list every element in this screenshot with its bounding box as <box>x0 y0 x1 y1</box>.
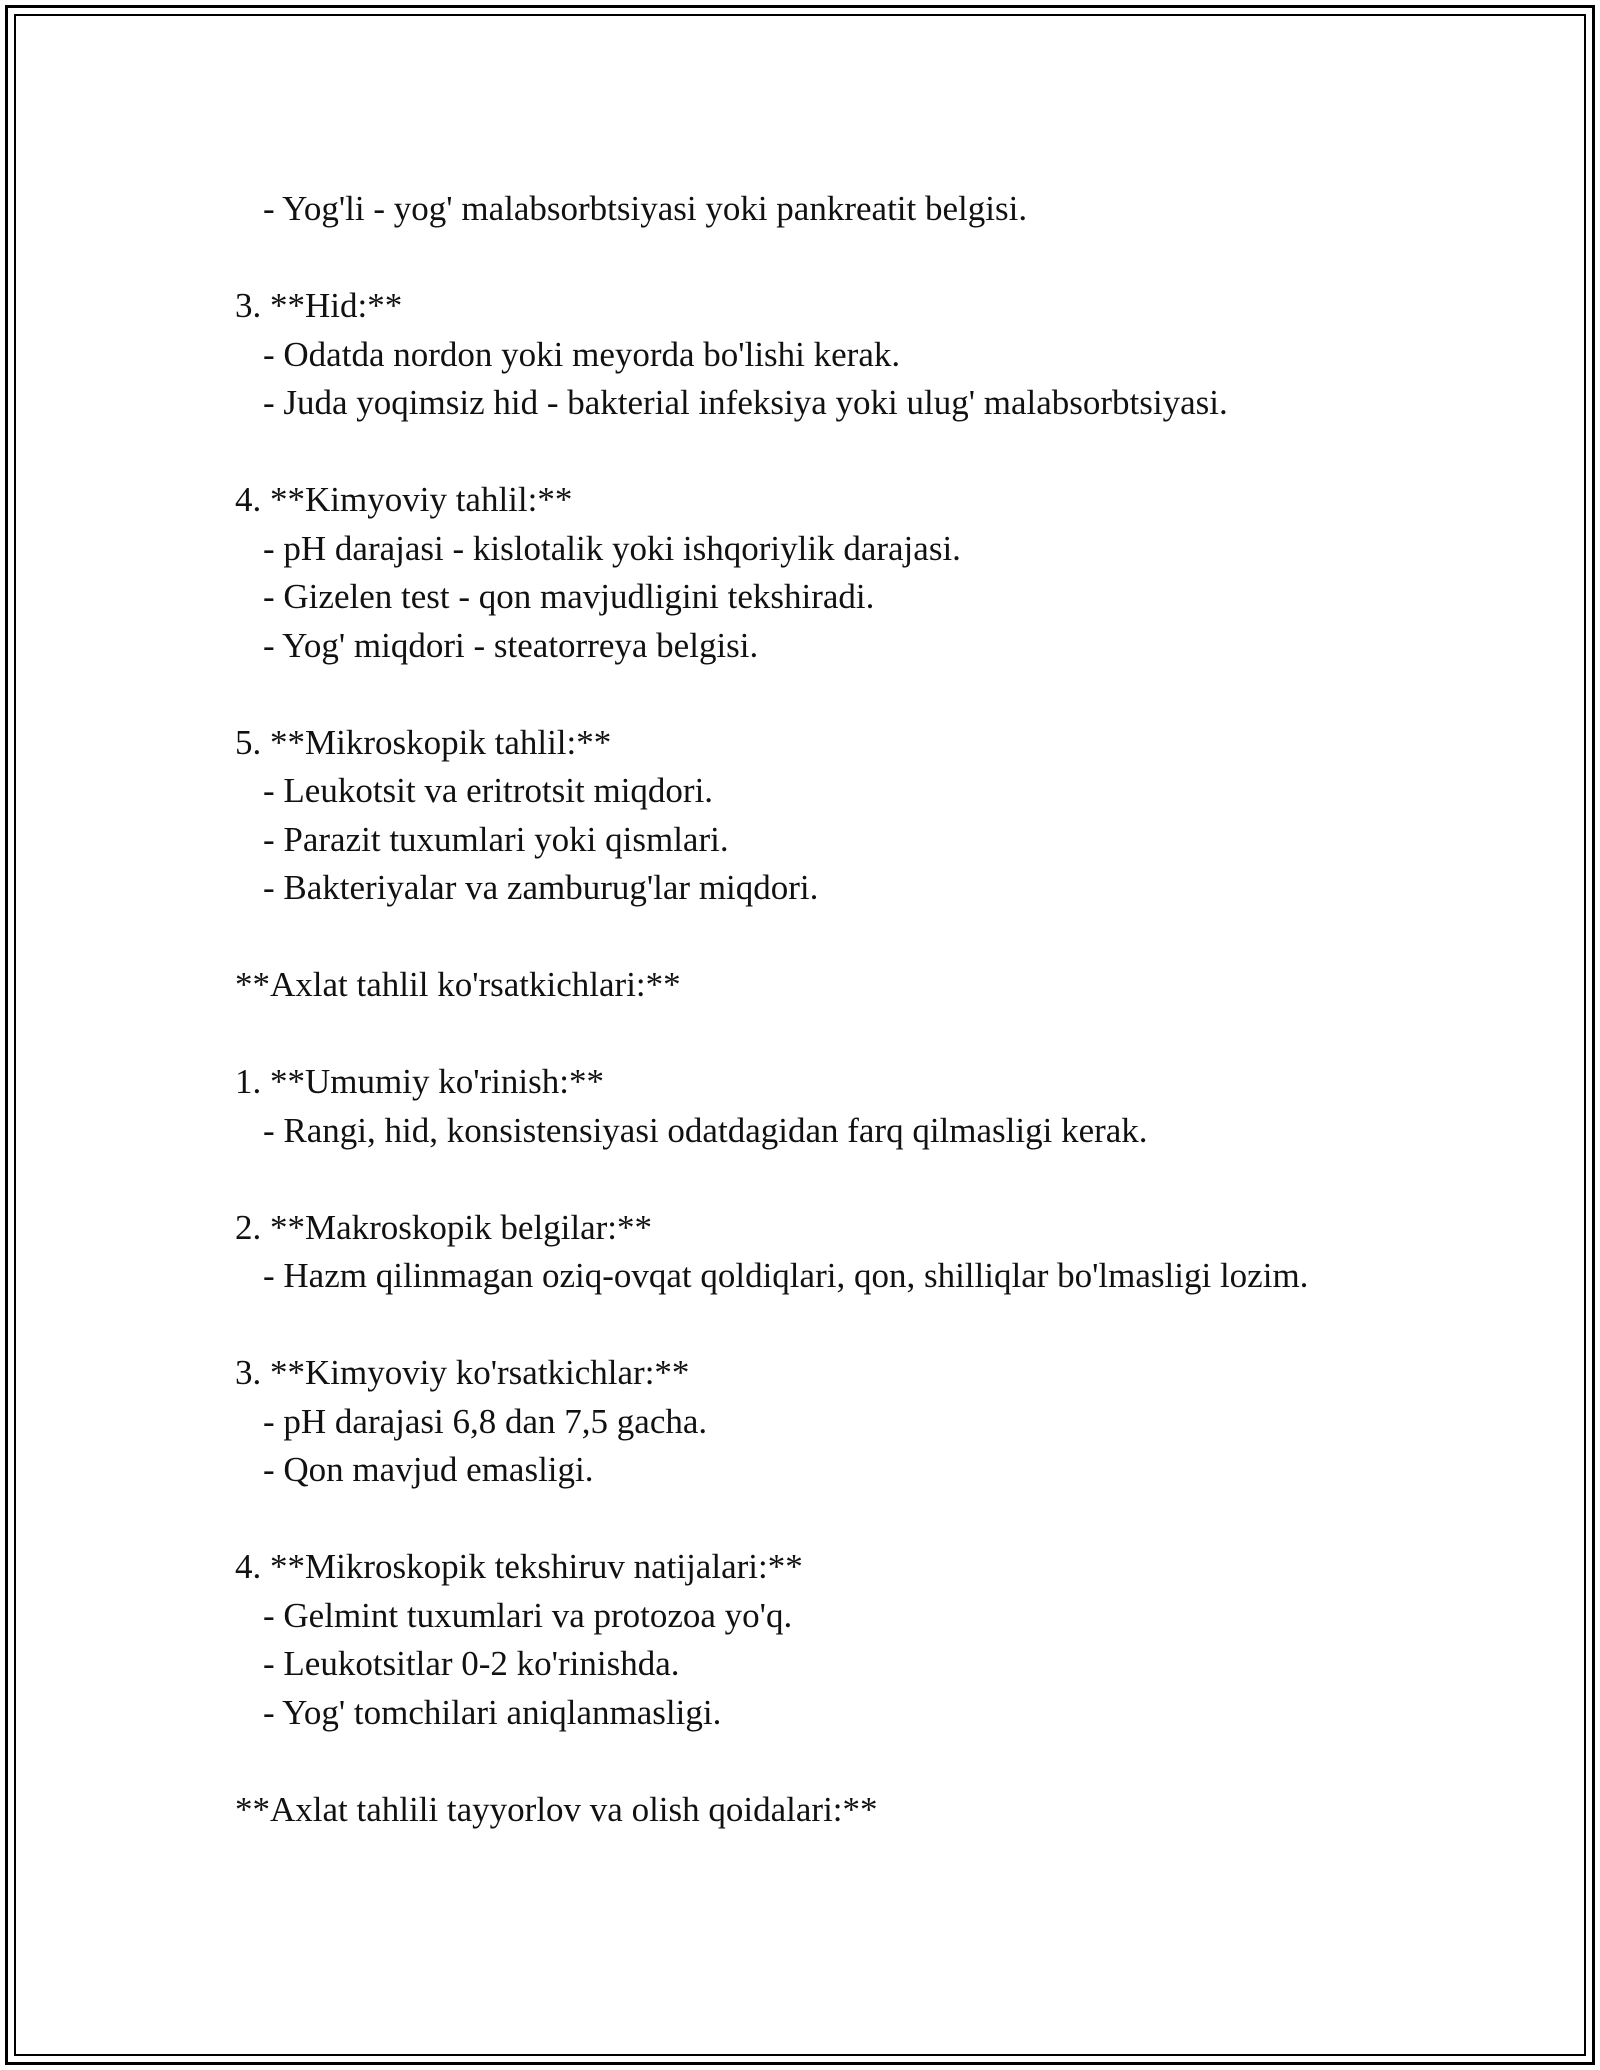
section-heading: **Axlat tahlili tayyorlov va olish qoidalari:** <box>235 1789 878 1829</box>
section-heading: 4. **Mikroskopik tekshiruv natijalari:** <box>235 1547 803 1586</box>
paragraph-gap <box>235 428 1435 477</box>
paragraph-gap <box>235 1155 1435 1204</box>
document-body <box>235 185 1435 1834</box>
section-heading: 1. **Umumiy ko'rinish:** <box>235 1062 604 1101</box>
paragraph-gap <box>235 234 1435 283</box>
bullet-line: - Yog' tomchilari aniqlanmasligi. <box>263 1692 722 1732</box>
bullet-line: - Yog' miqdori - steatorreya belgisi. <box>263 625 759 665</box>
paragraph-gap <box>235 913 1435 962</box>
bullet-line: - Hazm qilinmagan oziq-ovqat qoldiqlari, qon, shilliqlar bo'lmasligi lozim. <box>263 1256 1309 1295</box>
bullet-line: - pH darajasi - kislotalik yoki ishqoriylik darajasi. <box>263 528 961 568</box>
bullet-line: - Parazit tuxumlari yoki qismlari. <box>263 819 729 859</box>
bullet-line: - Odatda nordon yoki meyorda bo'lishi kerak. <box>263 334 901 374</box>
bullet-line: - Yog'li - yog' malabsorbtsiyasi yoki pankreatit belgisi. <box>263 189 1028 228</box>
bullet-line: - Bakteriyalar va zamburug'lar miqdori. <box>263 868 819 907</box>
paragraph-gap <box>235 1495 1435 1544</box>
bullet-line: - Leukotsit va eritrotsit miqdori. <box>263 771 714 810</box>
section-heading: 2. **Makroskopik belgilar:** <box>235 1207 653 1247</box>
bullet-line: - Rangi, hid, konsistensiyasi odatdagidan farq qilmasligi kerak. <box>263 1110 1148 1150</box>
section-heading: 5. **Mikroskopik tahlil:** <box>235 722 612 762</box>
bullet-line: - Gelmint tuxumlari va protozoa yo'q. <box>263 1595 793 1635</box>
section-heading: 3. **Kimyoviy ko'rsatkichlar:** <box>235 1353 690 1392</box>
section-heading: 3. **Hid:** <box>235 286 403 325</box>
paragraph-gap <box>235 670 1435 719</box>
section-heading: 4. **Kimyoviy tahlil:** <box>235 480 573 519</box>
bullet-line: - pH darajasi 6,8 dan 7,5 gacha. <box>263 1401 708 1441</box>
bullet-line: - Qon mavjud emasligi. <box>263 1450 594 1489</box>
bullet-line: - Gizelen test - qon mavjudligini tekshiradi. <box>263 577 875 616</box>
bullet-line: - Juda yoqimsiz hid - bakterial infeksiya yoki ulug' malabsorbtsiyasi. <box>263 383 1228 422</box>
paragraph-gap <box>235 1737 1435 1786</box>
bullet-line: - Leukotsitlar 0-2 ko'rinishda. <box>263 1644 680 1683</box>
paragraph-gap <box>235 1010 1435 1059</box>
section-heading: **Axlat tahlil ko'rsatkichlari:** <box>235 965 681 1004</box>
paragraph-gap <box>235 1301 1435 1350</box>
